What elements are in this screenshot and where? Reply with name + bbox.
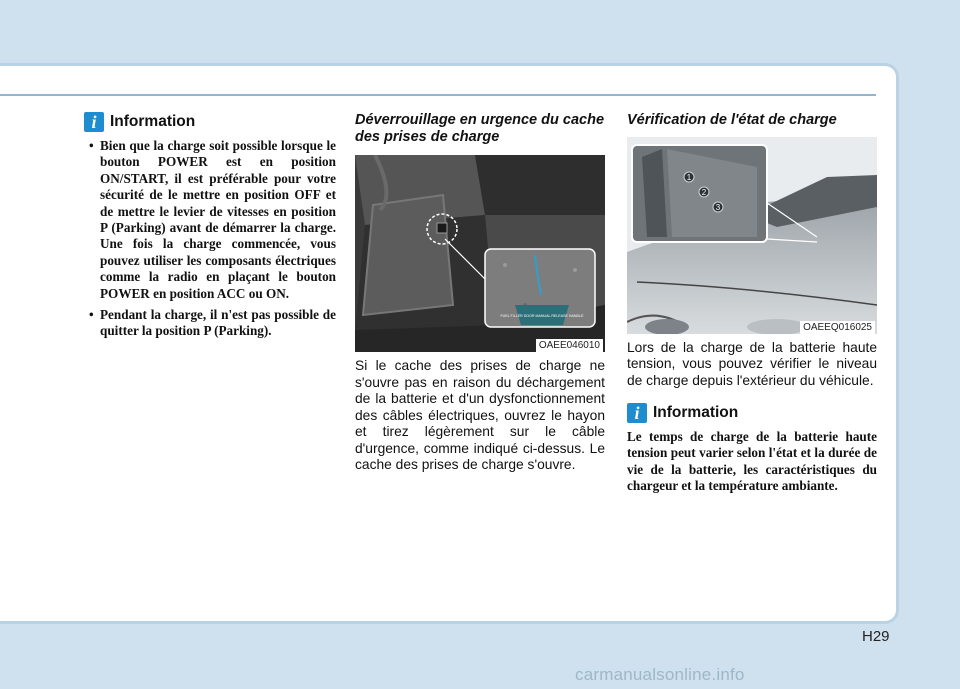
- info-bullets: [84, 138, 336, 340]
- release-tag-label: FUEL FILLER DOOR MANUAL RELEASE HANDLE: [500, 314, 584, 318]
- charge-indicator-figure: [627, 137, 877, 334]
- indicator-label: 2: [701, 187, 707, 197]
- column-charge-status: [627, 108, 877, 495]
- info-icon: i: [627, 403, 647, 423]
- figure-code: OAEE046010: [536, 339, 603, 352]
- section-body: Si le cache des prises de charge ne s'ouvre pas en raison du déchargement de la batterie et d'un dysfonctionnement des câbles électriques, ouvrez le hayon et tirez légèrement sur le câble d'urgence, comme indiqué ci-dessus. Le cache des prises de charge s'ouvre.: [355, 358, 605, 472]
- info-text: Le temps de charge de la batterie haute tension peut varier selon l'état et la durée de vie de la batterie, les caractéristiques du chargeur et la température ambiante.: [627, 429, 877, 494]
- info-header: [627, 403, 877, 423]
- trunk-illustration: [355, 155, 605, 352]
- info-icon: i: [84, 112, 104, 132]
- trunk-release-figure: [355, 155, 605, 352]
- page-number: H29: [862, 628, 890, 645]
- info-bullet: • Pendant la charge, il n'est pas possible de quitter la position P (Parking).: [84, 307, 336, 340]
- column-information: [84, 108, 336, 345]
- info-bullet: • Bien que la charge soit possible lorsque le bouton POWER est en position ON/START, il est préférable pour votre sécurité de le mettre en position OFF et de mettre le levier de vitesses en position P (Parking) avant de démarrer la charge. Une fois la charge commencée, vous pouvez utiliser les composants électriques comme la radio en plaçant le bouton POWER en position ACC ou ON.: [84, 138, 336, 302]
- info-header: [84, 112, 336, 132]
- info-title: Information: [110, 113, 196, 130]
- indicator-label: 1: [686, 172, 692, 182]
- watermark-text: carmanualsonline.info: [575, 665, 745, 684]
- section-title: Déverrouillage en urgence du cache des prises de charge: [355, 112, 605, 145]
- header-rule: [0, 94, 876, 96]
- section-title: Vérification de l'état de charge: [627, 112, 837, 128]
- figure-code: OAEEQ016025: [800, 321, 875, 334]
- info-title: Information: [653, 404, 739, 421]
- indicator-label: 3: [715, 202, 721, 212]
- column-emergency-release: [355, 108, 605, 474]
- section-body: Lors de la charge de la batterie haute tension, vous pouvez vérifier le niveau de charge depuis l'extérieur du véhicule.: [627, 339, 877, 388]
